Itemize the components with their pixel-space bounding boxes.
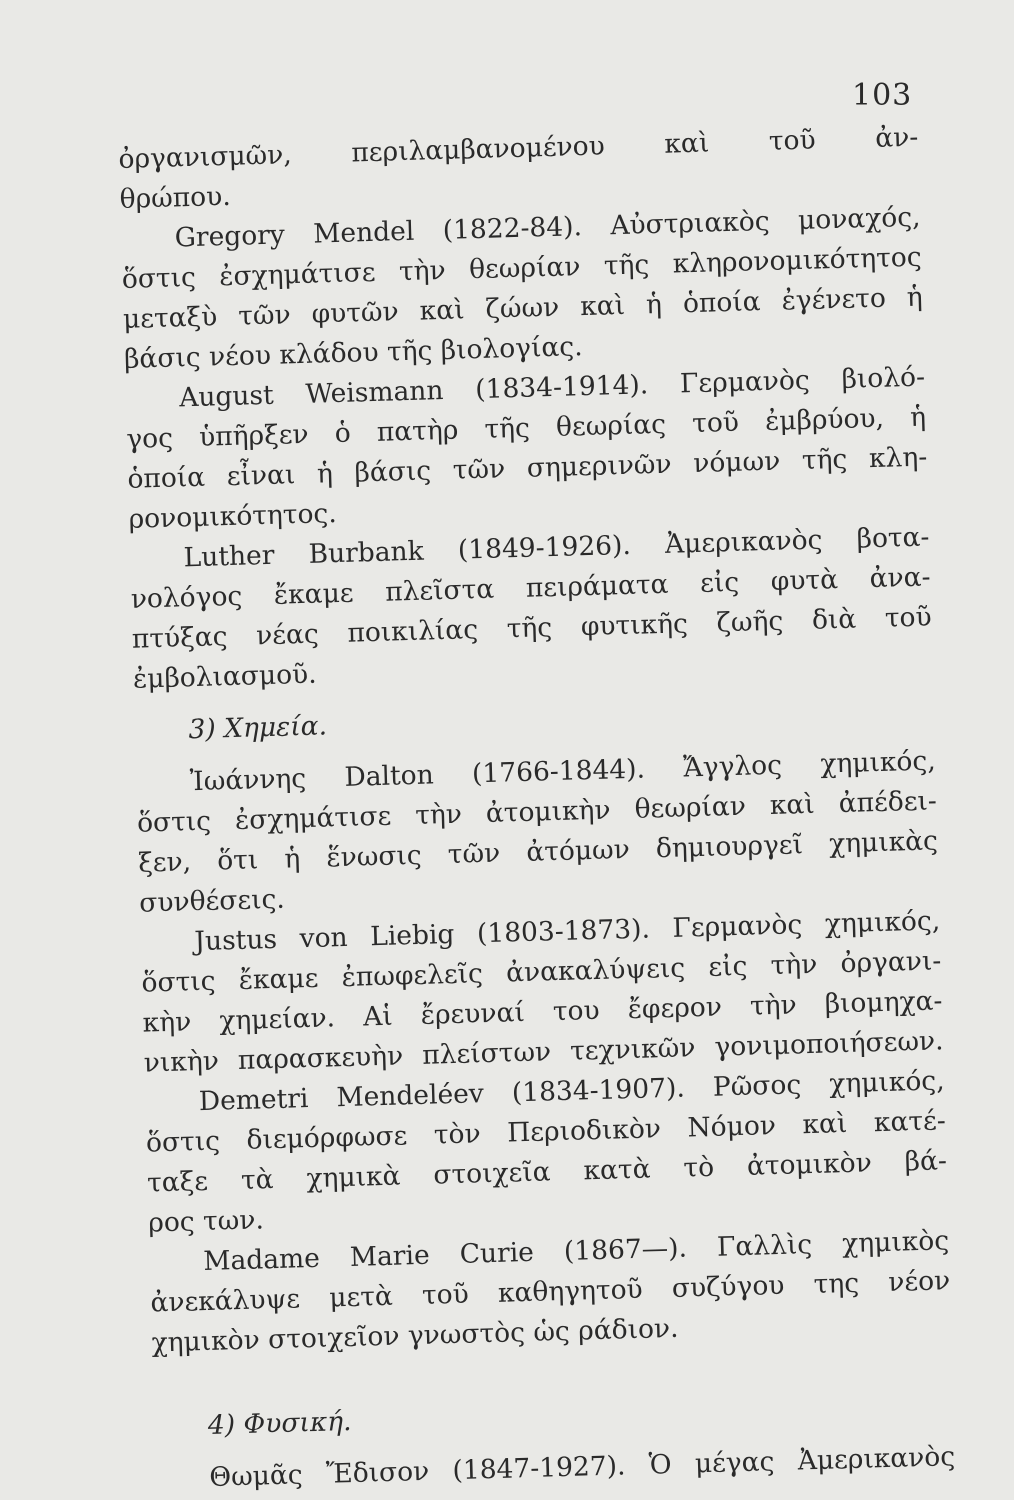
body-text xyxy=(118,118,956,1500)
text-line: ὅστις ἔκαμε ἐπωφελεῖς ἀνακαλύψεις εἰς τὴν ὀργανι- xyxy=(141,945,942,999)
text-line: νολόγος ἔκαμε πλεῖστα πειράματα εἰς φυτὰ ἀνα- xyxy=(130,561,931,615)
text-line: Demetri Mendeléev (1834-1907). Ρῶσος χημικός, xyxy=(198,1065,946,1118)
text-line: Madame Marie Curie (1867—). Γαλλὶς χημικὸς xyxy=(202,1225,950,1278)
text-line: ὅστις διεμόρφωσε τὸν Περιοδικὸν Νόμον καὶ κατέ- xyxy=(145,1105,947,1159)
text-line: συνθέσεις. xyxy=(138,883,286,919)
text-line: ρος των. xyxy=(147,1204,265,1239)
text-line: πτύξας νέας ποικιλίας τῆς φυτικῆς ζωῆς διὰ τοῦ xyxy=(131,601,933,655)
text-line: βάσις νέου κλάδου τῆς βιολογίας. xyxy=(123,331,583,375)
text-line: μεταξὺ τῶν φυτῶν καὶ ζώων καὶ ἡ ὁποία ἐγένετο ἡ xyxy=(122,281,924,335)
text-line: August Weismann (1834-1914). Γερμανὸς βιολό- xyxy=(178,361,926,414)
text-line: ὅστις ἐσχημάτισε τὴν ἀτομικὴν θεωρίαν καὶ ἀπέδει- xyxy=(136,785,938,839)
text-line: χημικὸν στοιχεῖον γνωστὸς ὡς ράδιον. xyxy=(151,1312,679,1359)
text-line: κὴν χημείαν. Αἱ ἔρευναί του ἔφερον τὴν βιομηχα- xyxy=(142,985,943,1039)
text-line: ἀνεκάλυψε μετὰ τοῦ καθηγητοῦ συζύγου της νέον xyxy=(150,1265,951,1319)
text-line: γος ὑπῆρξεν ὁ πατὴρ τῆς θεωρίας τοῦ ἐμβρύου, ἡ xyxy=(125,401,927,455)
text-line: ρονομικότητος. xyxy=(128,498,338,535)
text-line: Luther Burbank (1849-1926). Ἀμερικανὸς βοτα- xyxy=(183,521,930,574)
text-line: ταξε τὰ χημικὰ στοιχεῖα κατὰ τὸ ἀτομικὸν βά- xyxy=(146,1145,948,1199)
text-line: ὀργανισμῶν, περιλαμβανομένου καὶ τοῦ ἀν- xyxy=(118,121,919,175)
text-line: ξεν, ὅτι ἡ ἕνωσις τῶν ἀτόμων δημιουργεῖ χημικὰς xyxy=(137,825,939,879)
text-line: Gregory Mendel (1822-84). Αὐστριακὸς μοναχός, xyxy=(174,201,921,254)
text-line: ὁποία εἶναι ἡ βάσις τῶν σημερινῶν νόμων τῆς κλη- xyxy=(127,441,928,495)
text-line: ἐμβολιασμοῦ. xyxy=(132,658,318,695)
text-line: ὅστις ἐσχημάτισε τὴν θεωρίαν τῆς κληρονομικότητος xyxy=(121,241,923,295)
section-heading: 3) Χημεία. xyxy=(188,710,328,746)
text-line: νικὴν παρασκευὴν πλείστων τεχνικῶν γονιμοποιήσεων. xyxy=(143,1025,944,1079)
text-line: θρώπου. xyxy=(119,180,232,215)
text-line: Θωμᾶς Ἔδισον (1847-1927). Ὁ μέγας Ἀμερικανὸς xyxy=(208,1441,956,1493)
section-heading: 4) Φυσική. xyxy=(207,1405,352,1441)
text-line: Ἰωάννης Dalton (1766-1844). Ἄγγλος χημικός, xyxy=(189,745,937,798)
text-line: Justus von Liebig (1803-1873). Γερμανὸς χημικός, xyxy=(193,905,941,958)
page-number: 103 xyxy=(852,78,913,113)
